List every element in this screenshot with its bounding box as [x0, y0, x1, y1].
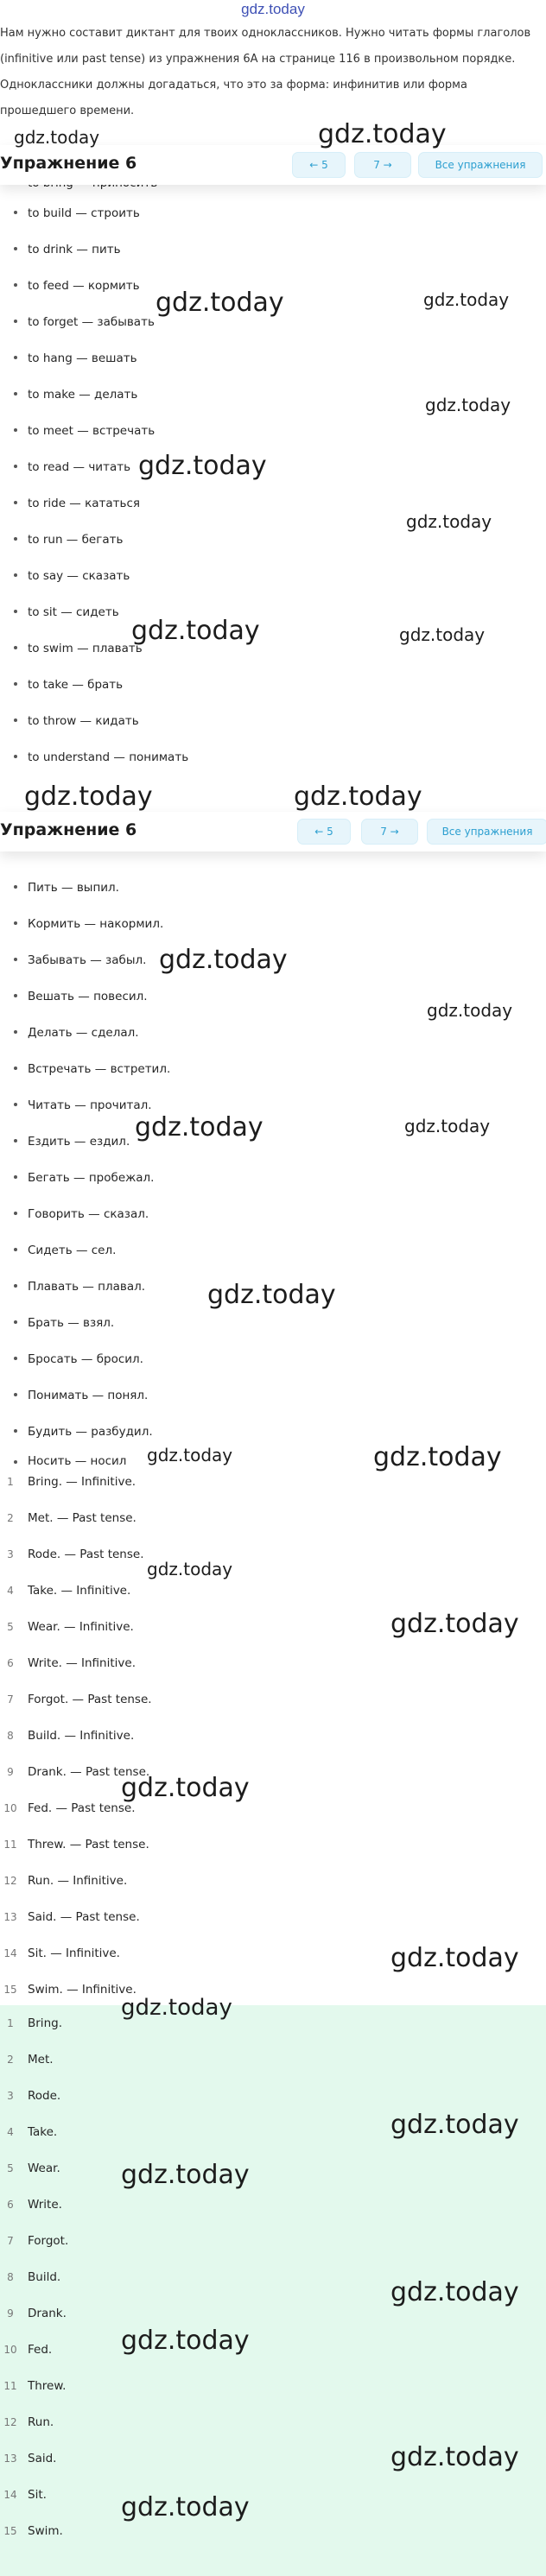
- watermark: gdz.today: [147, 1559, 233, 1579]
- list-item-text: Делать — сделал.: [28, 1026, 139, 1040]
- item-text: Fed.: [28, 2343, 53, 2357]
- item-number: 15: [3, 2525, 17, 2537]
- numbered-item: [0, 1899, 546, 1935]
- all-exercises-button[interactable]: Все упражнения: [427, 819, 546, 845]
- item-number: 1: [7, 1476, 14, 1488]
- item-text: Forgot.: [28, 2234, 69, 2248]
- watermark: gdz.today: [121, 2326, 250, 2356]
- item-text: Wear. — Infinitive.: [28, 1620, 134, 1634]
- item-text: Drank. — Past tense.: [28, 1765, 150, 1779]
- list-item-text: to throw — кидать: [28, 714, 139, 728]
- item-text: Bring. — Infinitive.: [28, 1475, 136, 1489]
- item-text: Run. — Infinitive.: [28, 1874, 128, 1888]
- list-item: [0, 1051, 546, 1087]
- exercise-title: Упражнение 6: [0, 154, 137, 173]
- item-number: 14: [3, 1947, 17, 1959]
- list-item: [0, 1196, 546, 1232]
- list-item-text: Пить — выпил.: [28, 881, 119, 895]
- list-item-text: to make — делать: [28, 388, 138, 402]
- list-item-text: Ездить — ездил.: [28, 1135, 130, 1149]
- list-item: [0, 870, 546, 906]
- watermark: gdz.today: [207, 1280, 336, 1310]
- item-text: Bring.: [28, 2016, 62, 2030]
- item-number: 5: [7, 2162, 14, 2174]
- item-text: Run.: [28, 2415, 54, 2429]
- item-number: 5: [7, 1621, 14, 1633]
- item-text: Drank.: [28, 2307, 67, 2320]
- prev-exercise-button[interactable]: ← 5: [292, 152, 346, 178]
- numbered-item: [0, 1826, 546, 1863]
- watermark: gdz.today: [390, 1609, 519, 1639]
- list-item-text: to run — бегать: [28, 533, 124, 547]
- numbered-item: [0, 1681, 546, 1718]
- list-item: [0, 340, 546, 377]
- item-text: Rode.: [28, 2089, 61, 2103]
- item-text: Said. — Past tense.: [28, 1910, 140, 1924]
- numbered-item: [0, 1863, 546, 1899]
- list-item: [0, 558, 546, 594]
- list-item-text: Плавать — плавал.: [28, 1280, 146, 1294]
- numbered-item: [0, 1536, 546, 1573]
- list-item-text: to swim — плавать: [28, 642, 143, 655]
- watermark: gdz.today: [24, 782, 153, 812]
- item-number: 11: [3, 1839, 17, 1851]
- list-item-text: to forget — забывать: [28, 315, 155, 329]
- list-item-text: Бросать — бросил.: [28, 1352, 143, 1366]
- item-number: 13: [3, 1911, 17, 1923]
- watermark: gdz.today: [121, 1773, 250, 1803]
- item-text: Swim.: [28, 2524, 63, 2538]
- site-logo[interactable]: gdz.today: [241, 1, 305, 17]
- watermark: gdz.today: [390, 2277, 519, 2307]
- numbered-item: [0, 1754, 546, 1790]
- numbered-item: [0, 2223, 546, 2259]
- list-item-text: Понимать — понял.: [28, 1389, 149, 1402]
- all-exercises-button[interactable]: Все упражнения: [418, 152, 543, 178]
- list-item: [0, 1160, 546, 1196]
- list-item-text: Вешать — повесил.: [28, 990, 148, 1003]
- list-item: [0, 1305, 546, 1341]
- list-item: [0, 739, 546, 775]
- list-item-text: Говорить — сказал.: [28, 1207, 149, 1221]
- item-number: 11: [3, 2380, 17, 2392]
- numbered-item: [0, 2041, 546, 2078]
- item-number: 6: [7, 2199, 14, 2211]
- list-item-text: to drink — пить: [28, 243, 121, 256]
- exercise-title: Упражнение 6: [0, 820, 137, 839]
- watermark: gdz.today: [121, 2492, 250, 2522]
- item-text: Swim. — Infinitive.: [28, 1983, 136, 1997]
- item-number: 9: [7, 2307, 14, 2320]
- list-item: [0, 413, 546, 449]
- verb-list-items: [0, 195, 546, 775]
- watermark: gdz.today: [147, 1445, 233, 1465]
- list-item-text: Забывать — забыл.: [28, 953, 147, 967]
- list-item-text: Бегать — пробежал.: [28, 1171, 155, 1185]
- numbered-item: [0, 2005, 546, 2041]
- item-number: 12: [3, 1875, 17, 1887]
- numbered-item: [0, 2332, 546, 2368]
- item-text: Take. — Infinitive.: [28, 1584, 131, 1598]
- list-item: Носить — носил: [0, 1450, 546, 1467]
- list-item-text: Будить — разбудил.: [28, 1425, 153, 1439]
- item-text: Build.: [28, 2270, 61, 2284]
- list-item-text: to hang — вешать: [28, 351, 137, 365]
- list-item-text: to understand — понимать: [28, 750, 189, 764]
- numbered-item: [0, 2187, 546, 2223]
- answer-list-items: [0, 1464, 546, 2008]
- list-item-text: to say — сказать: [28, 569, 130, 583]
- numbered-item: [0, 2477, 546, 2513]
- watermark: gdz.today: [390, 1943, 519, 1973]
- list-item: [0, 195, 546, 231]
- watermark: gdz.today: [156, 288, 284, 318]
- item-text: Sit.: [28, 2488, 47, 2502]
- item-number: 13: [3, 2453, 17, 2465]
- item-number: 14: [3, 2489, 17, 2501]
- list-item: [0, 449, 546, 485]
- list-item-text: to sit — сидеть: [28, 605, 119, 619]
- list-item: [0, 667, 546, 703]
- watermark: gdz.today: [373, 1442, 502, 1472]
- list-item-text: Встречать — встретил.: [28, 1062, 171, 1076]
- watermark: gdz.today: [318, 119, 447, 149]
- watermark: gdz.today: [138, 451, 267, 481]
- watermark: gdz.today: [294, 782, 422, 812]
- numbered-item: [0, 1500, 546, 1536]
- watermark: gdz.today: [390, 2110, 519, 2140]
- list-item-text: Читать — прочитал.: [28, 1098, 152, 1112]
- watermark: gdz.today: [121, 1995, 232, 2021]
- answer-list: [0, 1464, 546, 2008]
- task-description: Нам нужно составит диктант для твоих одноклассников. Нужно читать формы глаголов (infinitive или past tense) из упражнения 6А на странице 116 в произвольном порядке. Одноклассники должны догадаться, что это за форма: инфинитив или форма прошедшего времени.: [0, 27, 531, 117]
- numbered-item: [0, 2368, 546, 2404]
- item-number: 9: [7, 1766, 14, 1778]
- item-text: Write.: [28, 2198, 62, 2212]
- item-text: Build. — Infinitive.: [28, 1729, 135, 1743]
- watermark: gdz.today: [399, 624, 486, 645]
- list-item-text: to take — брать: [28, 678, 124, 692]
- watermark: gdz.today: [423, 289, 510, 310]
- watermark: gdz.today: [121, 2160, 250, 2190]
- verb-list: [0, 176, 546, 775]
- item-number: 2: [7, 2054, 14, 2066]
- item-number: 3: [7, 2090, 14, 2102]
- item-number: 15: [3, 1984, 17, 1996]
- numbered-item: [0, 1573, 546, 1609]
- item-number: 12: [3, 2416, 17, 2428]
- watermark: gdz.today: [131, 616, 260, 646]
- item-text: Take.: [28, 2125, 58, 2139]
- next-exercise-button[interactable]: 7 →: [354, 152, 411, 178]
- item-number: 1: [7, 2017, 14, 2029]
- numbered-item: [0, 2404, 546, 2440]
- item-number: 10: [3, 2344, 17, 2356]
- watermark: gdz.today: [406, 511, 492, 532]
- item-text: Met. — Past tense.: [28, 1511, 136, 1525]
- list-item-text: Кормить — накормил.: [28, 917, 164, 931]
- item-number: 2: [7, 1512, 14, 1524]
- exercise-header: [0, 812, 546, 851]
- item-number: 7: [7, 1693, 14, 1706]
- watermark: gdz.today: [135, 1112, 263, 1142]
- numbered-item: [0, 2513, 546, 2549]
- item-number: 4: [7, 1585, 14, 1597]
- prev-exercise-button[interactable]: ← 5: [297, 819, 351, 845]
- item-number: 6: [7, 1657, 14, 1669]
- item-number: 3: [7, 1548, 14, 1560]
- list-item-text: to ride — кататься: [28, 497, 141, 510]
- list-item-text: Сидеть — сел.: [28, 1244, 117, 1257]
- numbered-item: [0, 2150, 546, 2187]
- item-number: 7: [7, 2235, 14, 2247]
- item-text: Wear.: [28, 2161, 60, 2175]
- item-number: 10: [3, 1802, 17, 1814]
- watermark: gdz.today: [404, 1116, 491, 1136]
- item-text: Forgot. — Past tense.: [28, 1693, 152, 1706]
- list-item: [0, 703, 546, 739]
- item-text: Rode. — Past tense.: [28, 1547, 144, 1561]
- exercise-header: [0, 145, 546, 185]
- numbered-item: [0, 1718, 546, 1754]
- numbered-item: [0, 2078, 546, 2114]
- numbered-item: [0, 1790, 546, 1826]
- item-text: Write. — Infinitive.: [28, 1656, 136, 1670]
- list-item: [0, 1377, 546, 1414]
- item-text: Threw. — Past tense.: [28, 1838, 149, 1851]
- item-number: 8: [7, 2271, 14, 2283]
- item-text: Met.: [28, 2053, 54, 2066]
- item-text: Fed. — Past tense.: [28, 1801, 136, 1815]
- list-item-text: to meet — встречать: [28, 424, 156, 438]
- item-number: 4: [7, 2126, 14, 2138]
- watermark: gdz.today: [390, 2442, 519, 2472]
- list-item: [0, 1341, 546, 1377]
- list-item-text: Брать — взял.: [28, 1316, 115, 1330]
- watermark: gdz.today: [14, 127, 100, 148]
- list-item: [0, 231, 546, 268]
- list-item-text: to read — читать: [28, 460, 131, 474]
- numbered-item: [0, 1645, 546, 1681]
- item-text: Said.: [28, 2452, 57, 2465]
- watermark: gdz.today: [425, 395, 511, 415]
- list-item-text: to feed — кормить: [28, 279, 140, 293]
- item-text: Sit. — Infinitive.: [28, 1946, 120, 1960]
- list-item-text: to build — строить: [28, 206, 140, 220]
- item-text: Threw.: [28, 2379, 67, 2393]
- list-item: [0, 906, 546, 942]
- list-item: [0, 1232, 546, 1269]
- numbered-item: [0, 1972, 546, 2008]
- watermark: gdz.today: [427, 1000, 513, 1021]
- watermark: gdz.today: [159, 945, 288, 975]
- next-exercise-button[interactable]: 7 →: [361, 819, 418, 845]
- item-number: 8: [7, 1730, 14, 1742]
